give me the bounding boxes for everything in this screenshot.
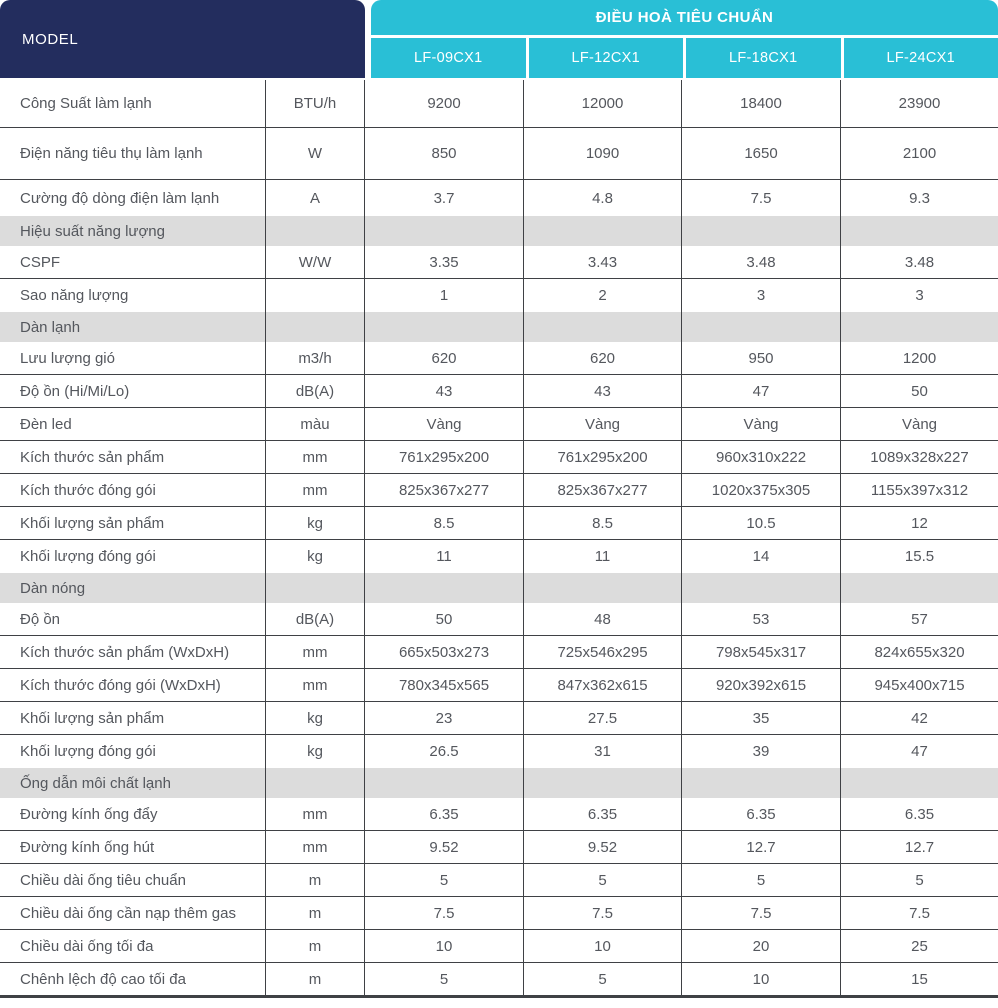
value-cell: 31 (523, 735, 681, 768)
spec-table-body (0, 80, 998, 998)
model-header-label: MODEL (22, 30, 79, 48)
spec-row (0, 441, 998, 474)
value-cell: 620 (523, 342, 681, 374)
value-cell: 7.5 (523, 897, 681, 929)
value-cell: 12.7 (840, 831, 998, 863)
value-cell: 5 (523, 963, 681, 995)
unit-cell: mm (265, 798, 365, 830)
value-cell: 620 (431, 349, 457, 367)
value-cell: 3 (840, 279, 998, 312)
value-cell: 761x295x200 (398, 448, 490, 466)
value-cell: Vàng (681, 408, 840, 440)
model-name: LF-24CX1 (841, 38, 998, 78)
value-cell: 2100 (840, 128, 998, 179)
value-cell (365, 312, 523, 342)
value-cell: 53 (681, 603, 840, 635)
spec-row (0, 507, 998, 540)
spec-row (0, 735, 998, 768)
value-cell: 761x295x200 (523, 441, 681, 473)
value-cell: 945x400x715 (840, 669, 998, 701)
spec-row (0, 180, 998, 216)
value-cell: 824x655x320 (840, 636, 998, 668)
spec-label: Sao năng lượng (20, 287, 129, 304)
value-cell: 7.5 (840, 897, 998, 929)
value-cell (523, 573, 681, 603)
value-cell: 26.5 (429, 743, 459, 760)
spec-row (0, 246, 998, 279)
value-cell: 6.35 (840, 798, 998, 830)
unit-cell: kg (265, 507, 365, 539)
unit-cell: dB(A) (265, 603, 365, 635)
spec-label: Chênh lệch độ cao tối đa (20, 970, 186, 988)
unit-cell: kg (265, 540, 365, 573)
value-cell: 920x392x615 (681, 669, 840, 701)
value-cell: 5 (439, 970, 449, 988)
value-cell: 5 (840, 864, 998, 896)
spec-label: Điện năng tiêu thụ làm lạnh (20, 145, 203, 162)
value-cell: 48 (523, 603, 681, 635)
value-cell: 10.5 (681, 507, 840, 539)
unit-cell: m (265, 897, 365, 929)
unit-cell (265, 573, 365, 603)
series-header-cell (371, 0, 998, 78)
section-title: Ống dẫn môi chất lạnh (20, 774, 171, 792)
value-cell: 15 (840, 963, 998, 995)
value-cell: 12 (840, 507, 998, 539)
section-title: Dàn nóng (20, 579, 86, 597)
spec-label: Khối lượng sản phẩm (20, 709, 165, 727)
spec-row (0, 474, 998, 507)
unit-cell: mm (265, 636, 365, 668)
value-cell (365, 216, 523, 246)
value-cell: 18400 (681, 80, 840, 127)
value-cell: 9200 (427, 95, 461, 112)
unit-cell (265, 312, 365, 342)
spec-row (0, 342, 998, 375)
value-cell (681, 573, 840, 603)
section-row (0, 216, 998, 246)
value-cell (523, 312, 681, 342)
value-cell: 12000 (523, 80, 681, 127)
spec-row (0, 128, 998, 180)
value-cell: 25 (840, 930, 998, 962)
series-title: ĐIỀU HOÀ TIÊU CHUẨN (371, 0, 998, 38)
spec-label: Chiều dài ống tiêu chuẩn (20, 871, 186, 889)
spec-label: Chiều dài ống tối đa (20, 937, 154, 955)
unit-cell: kg (265, 735, 365, 768)
unit-cell: mm (265, 441, 365, 473)
table-header (0, 0, 998, 78)
value-cell: 39 (681, 735, 840, 768)
value-cell: 5 (523, 864, 681, 896)
spec-label: Lưu lượng gió (20, 349, 115, 367)
spec-label: Kích thước sản phẩm (WxDxH) (20, 643, 230, 661)
value-cell (523, 216, 681, 246)
spec-row (0, 669, 998, 702)
unit-cell (265, 279, 365, 312)
value-cell: 6.35 (429, 805, 459, 823)
unit-cell: mm (265, 474, 365, 506)
section-title: Dàn lạnh (20, 318, 81, 336)
value-cell: 3 (681, 279, 840, 312)
value-cell: 1200 (840, 342, 998, 374)
unit-cell: kg (265, 702, 365, 734)
unit-cell: W/W (265, 246, 365, 278)
value-cell: 847x362x615 (523, 669, 681, 701)
value-cell (365, 573, 523, 603)
unit-cell: BTU/h (265, 80, 365, 127)
value-cell: 42 (840, 702, 998, 734)
spec-row (0, 80, 998, 128)
value-cell (840, 216, 998, 246)
value-cell (840, 312, 998, 342)
value-cell: Vàng (426, 415, 462, 433)
spec-label: Cường độ dòng điện làm lạnh (20, 189, 220, 207)
spec-label: Công Suất làm lạnh (20, 95, 152, 112)
value-cell: 1020x375x305 (681, 474, 840, 506)
unit-cell: m (265, 864, 365, 896)
unit-cell: m (265, 963, 365, 995)
value-cell: 15.5 (840, 540, 998, 573)
value-cell: 5 (439, 871, 449, 889)
value-cell: Vàng (523, 408, 681, 440)
unit-cell (265, 216, 365, 246)
value-cell: 23 (435, 709, 453, 727)
value-cell: 780x345x565 (398, 676, 490, 694)
unit-cell: mm (265, 831, 365, 863)
value-cell: 11 (523, 540, 681, 573)
value-cell: 27.5 (523, 702, 681, 734)
spec-row (0, 897, 998, 930)
value-cell: 12.7 (681, 831, 840, 863)
value-cell: 1089x328x227 (840, 441, 998, 473)
spec-row (0, 603, 998, 636)
spec-label: Khối lượng đóng gói (20, 548, 156, 565)
value-cell (681, 216, 840, 246)
model-name: LF-12CX1 (526, 38, 684, 78)
value-cell: 50 (840, 375, 998, 407)
value-cell: 3.35 (429, 253, 459, 271)
value-cell: 3.43 (523, 246, 681, 278)
spec-row (0, 540, 998, 573)
value-cell: 11 (436, 548, 452, 565)
value-cell: 50 (435, 610, 453, 628)
value-cell: 20 (681, 930, 840, 962)
value-cell (681, 768, 840, 798)
unit-cell: mm (265, 669, 365, 701)
spec-label: Độ ồn (Hi/Mi/Lo) (20, 382, 130, 400)
value-cell: 43 (435, 382, 453, 400)
spec-label: Kích thước sản phẩm (20, 448, 165, 466)
spec-row (0, 636, 998, 669)
section-title: Hiệu suất năng lượng (20, 222, 165, 240)
value-cell: 7.5 (681, 897, 840, 929)
value-cell: 1 (439, 287, 449, 304)
value-cell: 798x545x317 (681, 636, 840, 668)
model-name: LF-18CX1 (683, 38, 841, 78)
value-cell (681, 312, 840, 342)
section-row (0, 312, 998, 342)
unit-cell: dB(A) (265, 375, 365, 407)
value-cell: 9.3 (840, 180, 998, 216)
spec-row (0, 963, 998, 996)
value-cell: 1155x397x312 (840, 474, 998, 506)
value-cell: 825x367x277 (398, 481, 490, 499)
value-cell: 10 (681, 963, 840, 995)
spec-label: Đèn led (20, 415, 72, 433)
value-cell (523, 768, 681, 798)
section-row (0, 573, 998, 603)
value-cell: 665x503x273 (398, 643, 490, 661)
unit-cell (265, 768, 365, 798)
value-cell: 9.52 (523, 831, 681, 863)
unit-cell: m (265, 930, 365, 962)
value-cell: 10 (435, 937, 453, 955)
value-cell: 43 (523, 375, 681, 407)
spec-label: Độ ồn (20, 610, 61, 628)
spec-label: Chiều dài ống cần nạp thêm gas (20, 904, 236, 922)
value-cell: 850 (431, 145, 457, 162)
spec-row (0, 375, 998, 408)
value-cell: 10 (523, 930, 681, 962)
value-cell: 47 (840, 735, 998, 768)
spec-label: Khối lượng đóng gói (20, 743, 156, 760)
value-cell: 5 (681, 864, 840, 896)
section-row (0, 768, 998, 798)
spec-row (0, 930, 998, 963)
value-cell: 950 (681, 342, 840, 374)
value-cell: Vàng (840, 408, 998, 440)
value-cell: 4.8 (523, 180, 681, 216)
value-cell: 3.48 (681, 246, 840, 278)
value-cell: 3.48 (840, 246, 998, 278)
value-cell: 960x310x222 (681, 441, 840, 473)
unit-cell: m3/h (265, 342, 365, 374)
value-cell: 8.5 (523, 507, 681, 539)
value-cell (840, 573, 998, 603)
value-cell: 47 (681, 375, 840, 407)
value-cell: 57 (840, 603, 998, 635)
value-cell: 1650 (681, 128, 840, 179)
value-cell: 35 (681, 702, 840, 734)
spec-label: Kích thước đóng gói (WxDxH) (20, 676, 221, 694)
spec-label: Kích thước đóng gói (20, 481, 156, 499)
value-cell: 8.5 (433, 514, 455, 532)
value-cell: 14 (681, 540, 840, 573)
spec-row (0, 831, 998, 864)
spec-row (0, 702, 998, 735)
value-cell: 6.35 (523, 798, 681, 830)
unit-cell: A (265, 180, 365, 216)
value-cell: 825x367x277 (523, 474, 681, 506)
value-cell: 7.5 (433, 904, 455, 922)
spec-row (0, 798, 998, 831)
spec-label: Đường kính ống hút (20, 838, 155, 856)
value-cell: 1090 (523, 128, 681, 179)
spec-label: Khối lượng sản phẩm (20, 514, 165, 532)
spec-label: CSPF (20, 253, 61, 271)
value-cell (840, 768, 998, 798)
model-header-cell (0, 0, 365, 78)
spec-row (0, 279, 998, 312)
model-name: LF-09CX1 (414, 50, 483, 66)
value-cell: 23900 (840, 80, 998, 127)
value-cell: 9.52 (429, 838, 459, 856)
value-cell: 2 (523, 279, 681, 312)
spec-row (0, 864, 998, 897)
value-cell: 6.35 (681, 798, 840, 830)
value-cell: 7.5 (681, 180, 840, 216)
value-cell (365, 768, 523, 798)
model-name-row (371, 38, 998, 78)
spec-row (0, 408, 998, 441)
value-cell: 725x546x295 (523, 636, 681, 668)
unit-cell: màu (265, 408, 365, 440)
value-cell: 3.7 (433, 189, 455, 207)
unit-cell: W (265, 128, 365, 179)
spec-label: Đường kính ống đẩy (20, 805, 158, 823)
